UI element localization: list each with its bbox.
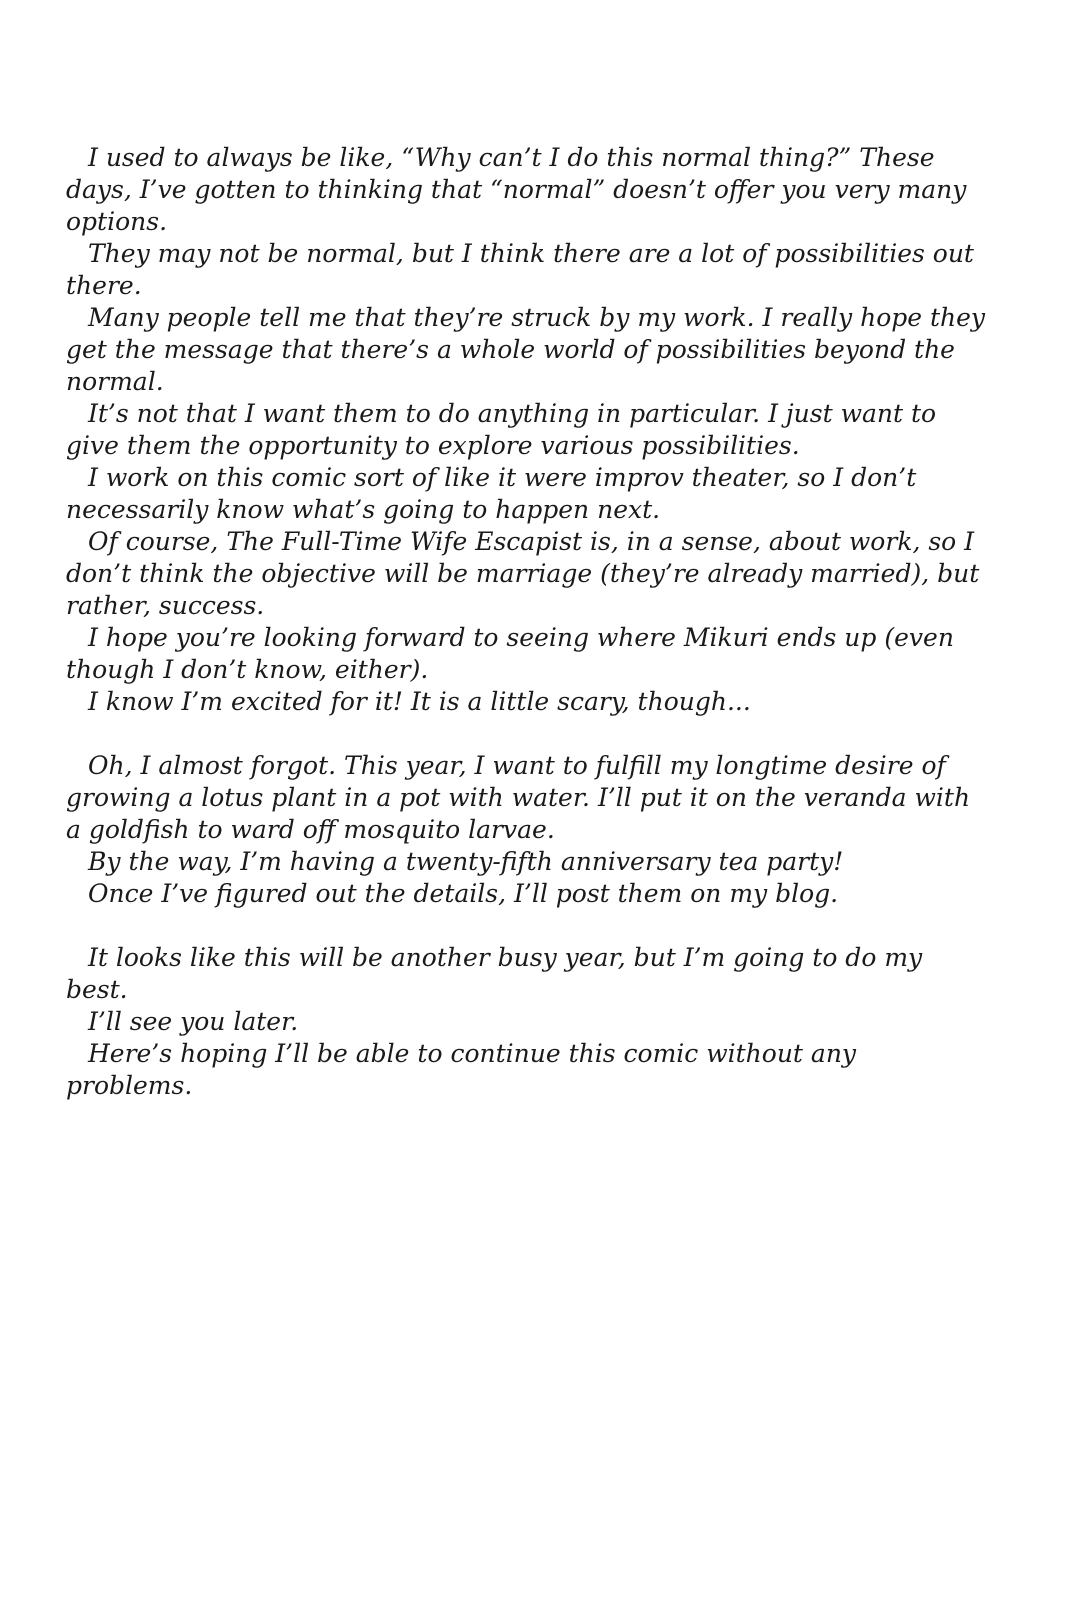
section-spacer — [66, 718, 986, 750]
paragraph-1: I used to always be like, “Why can’t I do this normal thing?” These days, I’ve gotten to thinking that “normal” doesn’t offer you very many options. — [66, 143, 967, 236]
paragraph-10: By the way, I’m having a twenty-fifth anniversary tea party! — [88, 847, 844, 876]
paragraph-14: Here’s hoping I’ll be able to continue this comic without any problems. — [66, 1039, 857, 1100]
paragraph-4: It’s not that I want them to do anything in particular. I just want to give them the opportunity to explore various possibilities. — [66, 399, 937, 460]
paragraph-9: Oh, I almost forgot. This year, I want to fulfill my longtime desire of growing a lotus plant in a pot with water. I’ll put it on the veranda with a goldfish to ward off mosquito larvae. — [66, 751, 971, 844]
paragraph-6: Of course, The Full-Time Wife Escapist is, in a sense, about work, so I don’t think the objective will be marriage (they’re already married), but rather, success. — [66, 527, 980, 620]
afterword-text — [66, 142, 986, 1102]
paragraph-7: I hope you’re looking forward to seeing where Mikuri ends up (even though I don’t know, either). — [66, 623, 954, 684]
paragraph-8: I know I’m excited for it! It is a little scary, though... — [88, 687, 751, 716]
paragraph-11: Once I’ve figured out the details, I’ll post them on my blog. — [88, 879, 839, 908]
paragraph-5: I work on this comic sort of like it were improv theater, so I don’t necessarily know what’s going to happen next. — [66, 463, 917, 524]
paragraph-12: It looks like this will be another busy year, but I’m going to do my best. — [66, 943, 923, 1004]
paragraph-13: I’ll see you later. — [88, 1007, 299, 1036]
paragraph-3: Many people tell me that they’re struck by my work. I really hope they get the message that there’s a whole world of possibilities beyond the normal. — [66, 303, 986, 396]
section-spacer — [66, 910, 986, 942]
paragraph-2: They may not be normal, but I think there are a lot of possibilities out there. — [66, 239, 974, 300]
